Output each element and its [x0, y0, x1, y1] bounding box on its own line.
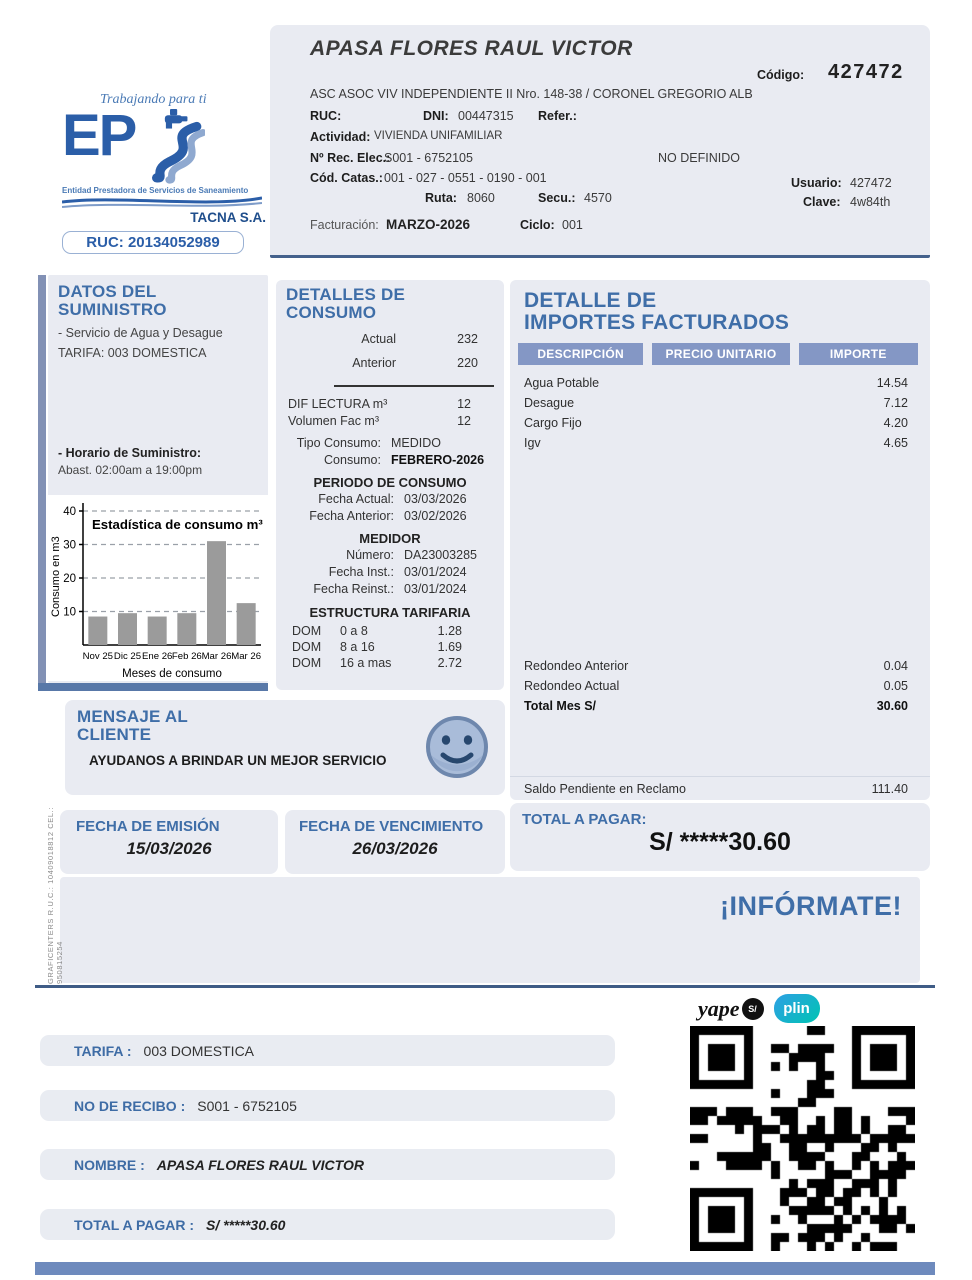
footer-value: S/ *****30.60 — [206, 1216, 286, 1233]
header-panel — [270, 25, 930, 258]
estructura-title: ESTRUCTURA TARIFARIA — [309, 605, 471, 620]
ciclo-value: 001 — [562, 218, 583, 232]
estructura-row — [276, 623, 504, 639]
total-mes-row — [510, 696, 930, 716]
left-bottom-bar — [38, 683, 268, 691]
importes-panel — [510, 280, 930, 800]
total-mes-value: 30.60 — [876, 699, 908, 713]
estructura-rate: 1.28 — [437, 624, 462, 638]
lectura-value: 220 — [457, 356, 478, 370]
footer-value: S001 - 6752105 — [197, 1097, 297, 1114]
ruc-label: RUC: — [310, 109, 342, 123]
importe-label: Agua Potable — [524, 376, 600, 391]
dif-label: Volumen Fac m³ — [288, 413, 380, 428]
lectura-label: Anterior — [352, 356, 396, 370]
medidor-row — [276, 546, 504, 563]
estructura-range: 0 a 8 — [340, 624, 368, 638]
secu-label: Secu.: — [538, 191, 576, 205]
footer-value: APASA FLORES RAUL VICTOR — [156, 1156, 364, 1173]
clave-value: 4w84th — [850, 195, 891, 209]
consumo-title-line1: DETALLES DE — [286, 285, 406, 304]
importe-value: 4.20 — [883, 416, 908, 431]
periodo-value: 03/02/2026 — [404, 508, 467, 523]
actividad-label: Actividad: — [310, 130, 371, 144]
smiley-icon — [425, 715, 489, 779]
svg-text:Feb 26: Feb 26 — [171, 651, 202, 662]
footer-row-recibo — [40, 1090, 615, 1121]
periodo-label: Fecha Actual: — [318, 491, 394, 506]
qr-code — [690, 1026, 915, 1251]
importe-value: 4.65 — [883, 436, 908, 451]
cod-catas-value: 001 - 027 - 0551 - 0190 - 001 — [384, 171, 547, 185]
svg-text:Consumo en m3: Consumo en m3 — [50, 536, 62, 617]
print-credit: GRAFICENTERS R.U.C.: 10409018812 CEL.: 950815254 — [46, 806, 64, 984]
importe-label: Igv — [524, 436, 541, 451]
wave-swoosh-icon — [62, 195, 262, 209]
lectura-row — [276, 351, 504, 375]
medidor-value: 03/01/2024 — [404, 581, 467, 596]
rec-elec-label: Nº Rec. Elec.: — [310, 151, 391, 165]
periodo-title: PERIODO DE CONSUMO — [313, 475, 467, 490]
tarifa-text: TARIFA: 003 DOMESTICA — [58, 346, 207, 360]
redondeo-label: Redondeo Anterior — [524, 659, 629, 673]
footer-label: TOTAL A PAGAR : — [74, 1216, 195, 1233]
footer-label: TARIFA : — [74, 1042, 132, 1059]
brand-tagline: Trabajando para ti — [100, 92, 207, 107]
brand-company: TACNA S.A. — [190, 210, 266, 225]
fecha-emision-label: FECHA DE EMISIÓN — [76, 818, 220, 835]
total-pagar-value: S/ *****30.60 — [649, 828, 791, 856]
consumo-panel — [276, 280, 504, 690]
estructura-row — [276, 655, 504, 671]
importe-row — [510, 433, 930, 453]
svg-text:Nov 25: Nov 25 — [82, 651, 114, 662]
no-definido: NO DEFINIDO — [658, 151, 740, 165]
dif-row — [276, 412, 504, 429]
importe-row — [510, 413, 930, 433]
importe-value: 7.12 — [883, 396, 908, 411]
fecha-vencimiento-value: 26/03/2026 — [352, 839, 438, 858]
informate-text: ¡INFÓRMATE! — [720, 891, 902, 921]
mes-consumo-value: FEBRERO-2026 — [391, 452, 485, 467]
medidor-row — [276, 580, 504, 597]
lectura-value: 232 — [457, 332, 478, 346]
svg-text:10: 10 — [63, 606, 76, 619]
dif-row — [276, 395, 504, 412]
saldo-row — [510, 777, 930, 801]
bottom-bar — [35, 1262, 935, 1275]
faucet-river-icon — [135, 108, 205, 184]
mensaje-text: AYUDANOS A BRINDAR UN MEJOR SERVICIO — [89, 753, 387, 768]
dif-value: 12 — [457, 413, 471, 428]
medidor-label: Fecha Reinst.: — [313, 581, 394, 596]
footer-label: NOMBRE : — [74, 1156, 145, 1173]
total-mes-label: Total Mes S/ — [524, 699, 597, 713]
svg-text:40: 40 — [63, 506, 76, 518]
svg-text:Estadística de consumo m³: Estadística de consumo m³ — [92, 517, 263, 532]
fecha-emision-value: 15/03/2026 — [126, 839, 212, 858]
importes-table-header — [510, 333, 930, 365]
footer-row-nombre — [40, 1149, 615, 1180]
plin-logo-icon: plin — [774, 994, 820, 1023]
medidor-value: DA23003285 — [404, 547, 477, 562]
lectura-label: Actual — [361, 332, 396, 346]
customer-name: APASA FLORES RAUL VICTOR — [310, 37, 633, 60]
periodo-label: Fecha Anterior: — [309, 508, 394, 523]
horario-label: - Horario de Suministro: — [58, 446, 202, 460]
estructura-row — [276, 639, 504, 655]
fecha-vencimiento-panel — [285, 810, 505, 874]
fecha-vencimiento-label: FECHA DE VENCIMIENTO — [299, 818, 484, 835]
left-accent-bar — [38, 275, 46, 691]
importes-title-line1: DETALLE DE — [524, 289, 657, 312]
dif-label: DIF LECTURA m³ — [288, 396, 388, 411]
mes-consumo-label: Consumo: — [324, 452, 381, 467]
secu-value: 4570 — [584, 191, 612, 205]
codigo-label: Código: — [757, 68, 805, 82]
svg-text:20: 20 — [63, 573, 76, 585]
horario-value: Abast. 02:00am a 19:00pm — [58, 463, 203, 477]
suministro-title-line1: DATOS DEL — [58, 282, 157, 301]
medidor-value: 03/01/2024 — [404, 564, 467, 579]
redondeo-row — [510, 656, 930, 676]
redondeo-value: 0.05 — [883, 679, 908, 693]
refer-label: Refer.: — [538, 109, 577, 123]
mensaje-panel — [65, 700, 505, 795]
mensaje-title-line2: CLIENTE — [77, 724, 152, 744]
mes-consumo-row — [276, 451, 504, 468]
fecha-emision-panel — [60, 810, 278, 874]
mensaje-title-line1: MENSAJE AL — [77, 707, 188, 726]
brand-ruc-badge: RUC: 20134052989 — [62, 231, 244, 254]
periodo-row — [276, 507, 504, 524]
svg-text:Mar 26: Mar 26 — [231, 651, 262, 662]
informate-panel — [60, 877, 920, 983]
svg-text:Ene 26: Ene 26 — [141, 651, 173, 662]
medidor-row — [276, 563, 504, 580]
ruta-value: 8060 — [467, 191, 495, 205]
suministro-title-line2: SUMINISTRO — [58, 299, 167, 319]
ciclo-label: Ciclo: — [520, 218, 555, 232]
importe-row — [510, 393, 930, 413]
tipo-consumo-row — [276, 434, 504, 451]
redondeo-label: Redondeo Actual — [524, 679, 620, 693]
medidor-title: MEDIDOR — [359, 531, 421, 546]
total-pagar-panel — [510, 803, 930, 871]
payment-logos — [698, 994, 820, 1023]
facturacion-label: Facturación: — [310, 218, 379, 232]
medidor-label: Fecha Inst.: — [328, 564, 394, 579]
estructura-range: 8 a 16 — [340, 640, 375, 654]
servicio-text: - Servicio de Agua y Desague — [58, 326, 223, 340]
lectura-row — [276, 327, 504, 351]
estructura-rate: 1.69 — [437, 640, 462, 654]
periodo-value: 03/03/2026 — [404, 491, 467, 506]
dif-value: 12 — [457, 396, 471, 411]
brand-block — [62, 92, 272, 254]
usuario-value: 427472 — [850, 176, 892, 190]
estructura-cat: DOM — [292, 624, 322, 638]
estructura-rate: 2.72 — [437, 656, 462, 670]
redondeo-row — [510, 676, 930, 696]
col-header-descripcion: DESCRIPCIÓN — [518, 343, 643, 365]
consumo-title-line2: CONSUMO — [286, 302, 377, 322]
importes-title-line2: IMPORTES FACTURADOS — [524, 310, 790, 334]
yape-wordmark: yape — [698, 995, 740, 1021]
col-header-precio-unitario: PRECIO UNITARIO — [652, 343, 789, 365]
dni-value: 00447315 — [458, 109, 514, 123]
importe-value: 14.54 — [876, 376, 908, 391]
footer-row-tarifa — [40, 1035, 615, 1066]
cod-catas-label: Cód. Catas.: — [310, 171, 383, 185]
tipo-consumo-value: MEDIDO — [391, 435, 441, 450]
codigo-value: 427472 — [828, 61, 904, 83]
brand-initials: EP — [62, 103, 136, 168]
clave-label: Clave: — [803, 195, 841, 209]
importe-label: Desague — [524, 396, 575, 411]
estructura-cat: DOM — [292, 640, 322, 654]
estructura-range: 16 a mas — [340, 656, 392, 670]
ruta-label: Ruta: — [425, 191, 457, 205]
customer-address: ASC ASOC VIV INDEPENDIENTE II Nro. 148-38 / CORONEL GREGORIO ALB — [310, 87, 753, 101]
importe-label: Cargo Fijo — [524, 416, 582, 431]
consumption-chart-svg — [48, 495, 268, 681]
reading-divider — [334, 385, 494, 387]
usuario-label: Usuario: — [791, 176, 842, 190]
medidor-label: Número: — [346, 547, 394, 562]
actividad-value: VIVIENDA UNIFAMILIAR — [374, 130, 503, 142]
col-header-importe: IMPORTE — [799, 343, 918, 365]
total-pagar-label: TOTAL A PAGAR: — [522, 811, 647, 828]
saldo-label: Saldo Pendiente en Reclamo — [524, 782, 686, 796]
yape-badge: S/ — [742, 998, 764, 1020]
facturacion-value: MARZO-2026 — [386, 217, 471, 232]
saldo-value: 111.40 — [871, 782, 908, 796]
section-divider — [35, 985, 935, 988]
redondeo-value: 0.04 — [883, 659, 908, 673]
footer-value: 003 DOMESTICA — [143, 1042, 255, 1059]
tipo-consumo-label: Tipo Consumo: — [296, 435, 381, 450]
periodo-row — [276, 490, 504, 507]
dni-label: DNI: — [423, 109, 449, 123]
svg-text:30: 30 — [63, 539, 76, 552]
yape-logo-icon — [698, 996, 764, 1022]
consumption-chart — [48, 495, 268, 681]
importe-row — [510, 373, 930, 393]
svg-text:Meses de consumo: Meses de consumo — [122, 668, 222, 680]
estructura-cat: DOM — [292, 656, 322, 670]
svg-text:Mar 26: Mar 26 — [201, 651, 232, 662]
brand-subtitle: Entidad Prestadora de Servicios de Saneamiento — [62, 186, 249, 195]
rec-elec-value: S001 - 6752105 — [384, 151, 473, 165]
footer-row-total — [40, 1209, 615, 1240]
svg-text:Dic 25: Dic 25 — [113, 651, 142, 662]
footer-label: NO DE RECIBO : — [74, 1097, 186, 1114]
